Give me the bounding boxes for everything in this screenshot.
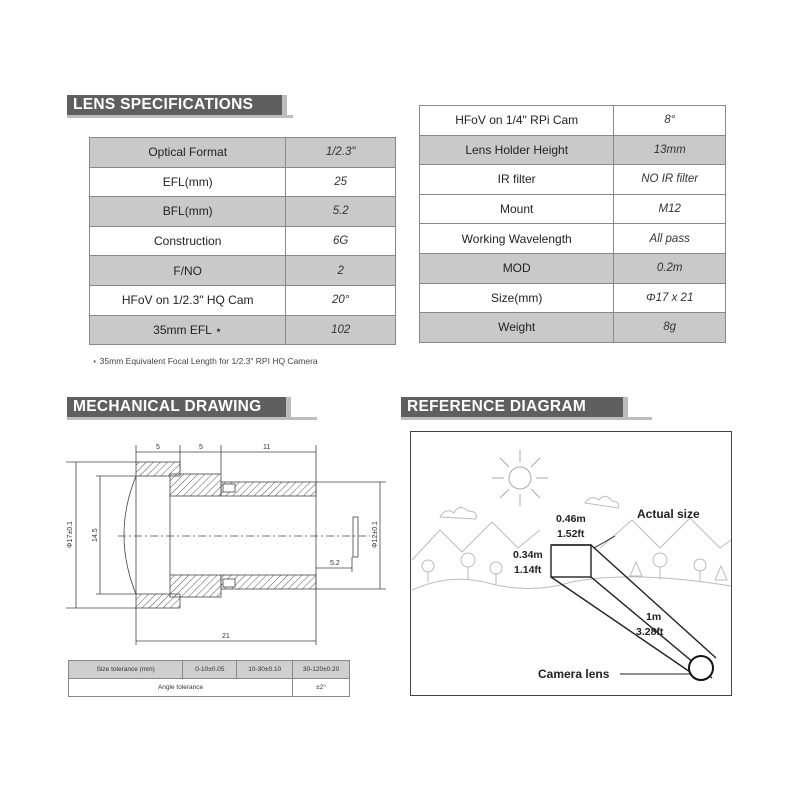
spec-row [90, 256, 396, 286]
spec-label: Construction [90, 226, 286, 256]
spec-label: HFoV on 1/2.3" HQ Cam [90, 285, 286, 315]
spec-label: EFL(mm) [90, 167, 286, 197]
dim-left-outer: Φ17±0.1 [67, 521, 74, 548]
spec-row [90, 315, 396, 345]
header-underline [67, 417, 317, 420]
header-notch [282, 95, 287, 115]
dim-bfl: 5.2 [330, 560, 340, 567]
spec-label: HFoV on 1/4" RPi Cam [420, 106, 614, 136]
mechanical-drawing [60, 428, 400, 663]
dim-left-inner: 14.5 [92, 528, 99, 542]
reference-diagram [411, 432, 731, 695]
spec-row [420, 106, 726, 136]
dim-right: Φ12±0.1 [372, 521, 379, 548]
camera-lens-icon [689, 656, 713, 680]
tolerance-cell: Angle tolerance [69, 679, 293, 697]
spec-table-left [89, 137, 396, 345]
spec-row [420, 135, 726, 165]
spec-value: M12 [614, 194, 726, 224]
spec-label: Optical Format [90, 138, 286, 168]
sun-icon [492, 450, 548, 506]
spec-label: IR filter [420, 165, 614, 195]
spec-row [420, 253, 726, 283]
tolerance-cell: ±2° [293, 679, 350, 697]
dim-top-2: 5 [199, 444, 203, 451]
spec-row [90, 138, 396, 168]
tolerance-table [68, 660, 350, 697]
tolerance-cell: 0-10±0.05 [183, 661, 237, 679]
spec-value: 25 [286, 167, 396, 197]
spec-label: BFL(mm) [90, 197, 286, 227]
height-ft-label: 1.52ft [557, 528, 585, 540]
lens-specifications-header: LENS SPECIFICATIONS [67, 95, 282, 115]
tolerance-row [69, 679, 350, 697]
spec-label: Mount [420, 194, 614, 224]
header-underline [401, 417, 652, 420]
camera-lens-label: Camera lens [538, 667, 610, 681]
spec-value: Φ17 x 21 [614, 283, 726, 313]
header-notch [623, 397, 628, 417]
spec-row [420, 313, 726, 343]
header-underline [67, 115, 293, 118]
spec-row [420, 194, 726, 224]
spec-row [90, 167, 396, 197]
tolerance-cell: 30-120±0.20 [293, 661, 350, 679]
mechanical-drawing-header: MECHANICAL DRAWING [67, 397, 286, 417]
actual-size-label: Actual size [637, 507, 700, 521]
spec-label: 35mm EFL ⋆ [90, 315, 286, 345]
spec-value: All pass [614, 224, 726, 254]
spec-value: 1/2.3" [286, 138, 396, 168]
spec-row [420, 283, 726, 313]
spec-value: 6G [286, 226, 396, 256]
spec-value: 13mm [614, 135, 726, 165]
dim-top-3: 11 [263, 444, 271, 451]
spec-value: 8g [614, 313, 726, 343]
footnote: ⋆ 35mm Equivalent Focal Length for 1/2.3" RPI HQ Camera [92, 356, 318, 366]
spec-label: MOD [420, 253, 614, 283]
spec-value: NO IR filter [614, 165, 726, 195]
spec-value: 0.2m [614, 253, 726, 283]
spec-value: 8° [614, 106, 726, 136]
tolerance-cell: 10-30±0.10 [237, 661, 293, 679]
dim-top-1: 5 [156, 444, 160, 451]
spec-label: Working Wavelength [420, 224, 614, 254]
tolerance-cell: Size tolerance (mm) [69, 661, 183, 679]
spec-row [420, 224, 726, 254]
spec-label: Weight [420, 313, 614, 343]
spec-row [90, 197, 396, 227]
dim-length: 21 [222, 633, 230, 640]
spec-label: Size(mm) [420, 283, 614, 313]
spec-row [420, 165, 726, 195]
spec-label: Lens Holder Height [420, 135, 614, 165]
spec-value: 2 [286, 256, 396, 286]
spec-table-right [419, 105, 726, 343]
spec-value: 102 [286, 315, 396, 345]
spec-label: F/NO [90, 256, 286, 286]
spec-value: 20° [286, 285, 396, 315]
spec-row [90, 285, 396, 315]
spec-row [90, 226, 396, 256]
distance-m-label: 1m [646, 611, 662, 623]
distance-ft-label: 3.28ft [636, 626, 664, 638]
width-m-label: 0.34m [513, 549, 543, 561]
width-ft-label: 1.14ft [514, 564, 542, 576]
tolerance-row [69, 661, 350, 679]
header-notch [286, 397, 291, 417]
reference-diagram-header: REFERENCE DIAGRAM [401, 397, 623, 417]
height-m-label: 0.46m [556, 513, 586, 525]
spec-value: 5.2 [286, 197, 396, 227]
